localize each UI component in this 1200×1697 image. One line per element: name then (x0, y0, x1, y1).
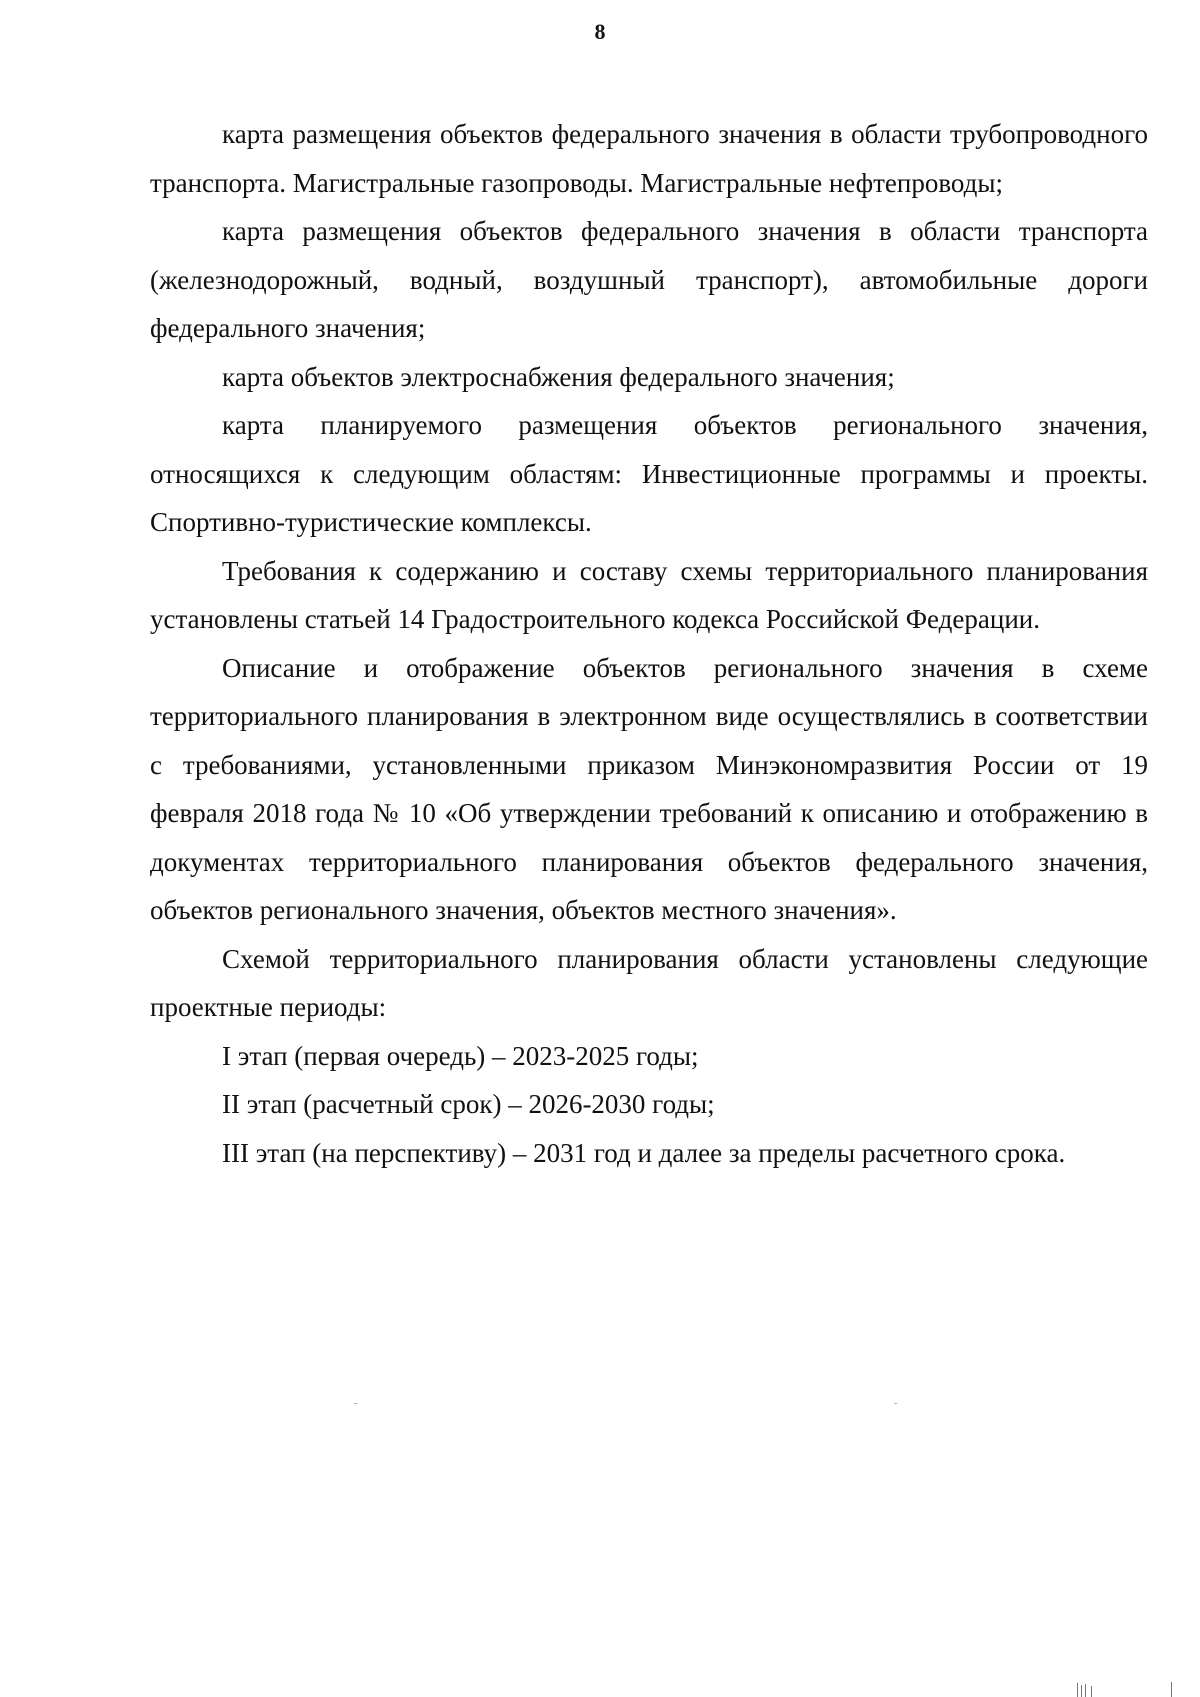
list-item-stage-2: II этап (расчетный срок) – 2026-2030 годы; (222, 1089, 715, 1119)
scan-edge-mark (1077, 1683, 1078, 1697)
scan-edge-mark (1081, 1685, 1082, 1697)
list-item-stage-3: III этап (на перспективу) – 2031 год и далее за пределы расчетного срока. (222, 1137, 1066, 1168)
paragraph-requirements: Требования к содержанию и составу схемы территориального планирования установлены статьей 14 Градостроительного кодекса Российской Федерации. (150, 555, 1148, 634)
scan-artifact-left (354, 1403, 357, 1404)
paragraph-electronic-description: Описание и отображение объектов регионального значения в схеме территориального планирования в электронном виде осуществлялись в соответствии с требованиями, установленными приказом Минэкономразвития России от 19 февраля 2018 года № 10 «Об утверждении требований к описанию и отображению в документах территориального планирования объектов федерального значения, объектов регионального значения, объектов местного значения». (150, 652, 1148, 925)
list-item-stage-1: I этап (первая очередь) – 2023-2025 годы; (222, 1040, 699, 1071)
paragraph-transport-map: карта размещения объектов федерального значения в области транспорта (железнодорожный, водный, воздушный транспорт), автомобильные дороги федерального значения; (150, 216, 1148, 343)
scan-edge-mark (1091, 1686, 1092, 1697)
page-number: 8 (594, 19, 606, 44)
scan-edge-mark (1085, 1684, 1086, 1697)
paragraph-pipeline-map: карта размещения объектов федерального значения в области трубопроводного транспорта. Магистральные газопроводы. Магистральные нефтепроводы; (150, 119, 1148, 198)
scan-artifact-right (894, 1403, 897, 1404)
paragraph-regional-map: карта планируемого размещения объектов регионального значения, относящихся к следующим областям: Инвестиционные программы и проекты. Спортивно-туристические комплексы. (150, 410, 1148, 537)
document-body (150, 110, 1148, 1177)
paragraph-project-periods: Схемой территориального планирования области установлены следующие проектные периоды: (150, 943, 1148, 1022)
paragraph-power-map: карта объектов электроснабжения федерального значения; (222, 361, 895, 392)
scan-edge-mark (1171, 1682, 1172, 1697)
